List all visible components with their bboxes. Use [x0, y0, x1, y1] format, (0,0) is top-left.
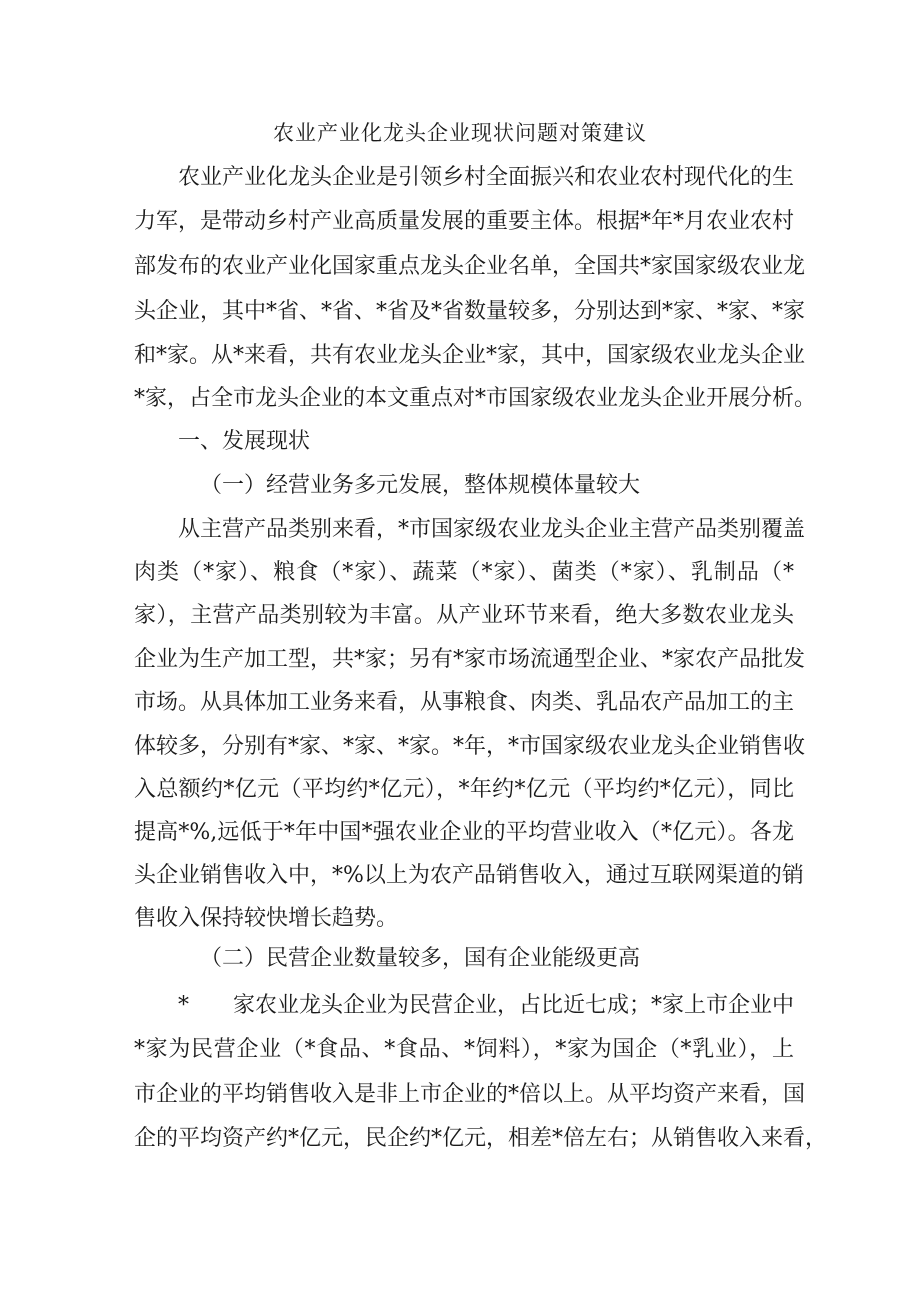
paragraph-line: 市场。从具体加工业务来看，从事粮食、肉类、乳品农产品加工的主: [134, 690, 795, 715]
document-title: 农业产业化龙头企业现状问题对策建议: [273, 121, 647, 145]
paragraph-line: 和*家。从*来看，共有农业龙头企业*家，其中，国家级农业龙头企业: [134, 343, 806, 368]
paragraph-line: 体较多，分别有*家、*家、*家。*年，*市国家级农业龙头企业销售收: [134, 734, 806, 759]
paragraph-line: 头企业销售收入中，*%以上为农产品销售收入，通过互联网渠道的销: [134, 863, 804, 888]
paragraph-line: 企业为生产加工型，共*家；另有*家市场流通型企业、*家农产品批发: [134, 647, 806, 672]
paragraph-line: 头企业，其中*省、*省、*省及*省数量较多，分别达到*家、*家、*家: [134, 299, 806, 324]
paragraph-line: 部发布的农业产业化国家重点龙头企业名单，全国共*家国家级农业龙: [134, 254, 806, 279]
subsection-heading: （二）民营企业数量较多，国有企业能级更高: [200, 946, 641, 971]
leading-asterisk: *: [178, 993, 189, 1018]
line-rest: 家农业龙头企业为民营企业，占比近七成；*家上市企业中: [233, 993, 795, 1018]
paragraph-line: 售收入保持较快增长趋势。: [134, 906, 399, 931]
section-heading: 一、发展现状: [178, 429, 311, 454]
paragraph-line: 企的平均资产约*亿元，民企约*亿元，相差*倍左右；从销售收入来看，: [134, 1126, 828, 1151]
paragraph-line: *家为民营企业（*食品、*食品、*饲料），*家为国企（*乳业），上: [134, 1037, 794, 1062]
paragraph-line: 提高*%,远低于*年中国*强农业企业的平均营业收入（*亿元）。各龙: [134, 820, 794, 845]
paragraph-line: 力军，是带动乡村产业高质量发展的重要主体。根据*年*月农业农村: [134, 209, 795, 234]
paragraph-line: 家），主营产品类别较为丰富。从产业环节来看，绝大多数农业龙头: [134, 603, 794, 628]
paragraph-line: 农业产业化龙头企业是引领乡村全面振兴和农业农村现代化的生: [178, 165, 795, 190]
paragraph-line: [178, 991, 794, 1021]
paragraph-line: *家，占全市龙头企业的本文重点对*市国家级农业龙头企业开展分析。: [134, 386, 817, 411]
paragraph-line: 肉类（*家）、粮食（*家）、蔬菜（*家）、菌类（*家）、乳制品（*: [134, 560, 794, 585]
subsection-heading: （一）经营业务多元发展，整体规模体量较大: [200, 473, 641, 498]
paragraph-line: 从主营产品类别来看，*市国家级农业龙头企业主营产品类别覆盖: [178, 517, 806, 542]
paragraph-line: 市企业的平均销售收入是非上市企业的*倍以上。从平均资产来看，国: [134, 1082, 806, 1107]
paragraph-line: 入总额约*亿元（平均约*亿元），*年约*亿元（平均约*亿元），同比: [134, 777, 794, 802]
